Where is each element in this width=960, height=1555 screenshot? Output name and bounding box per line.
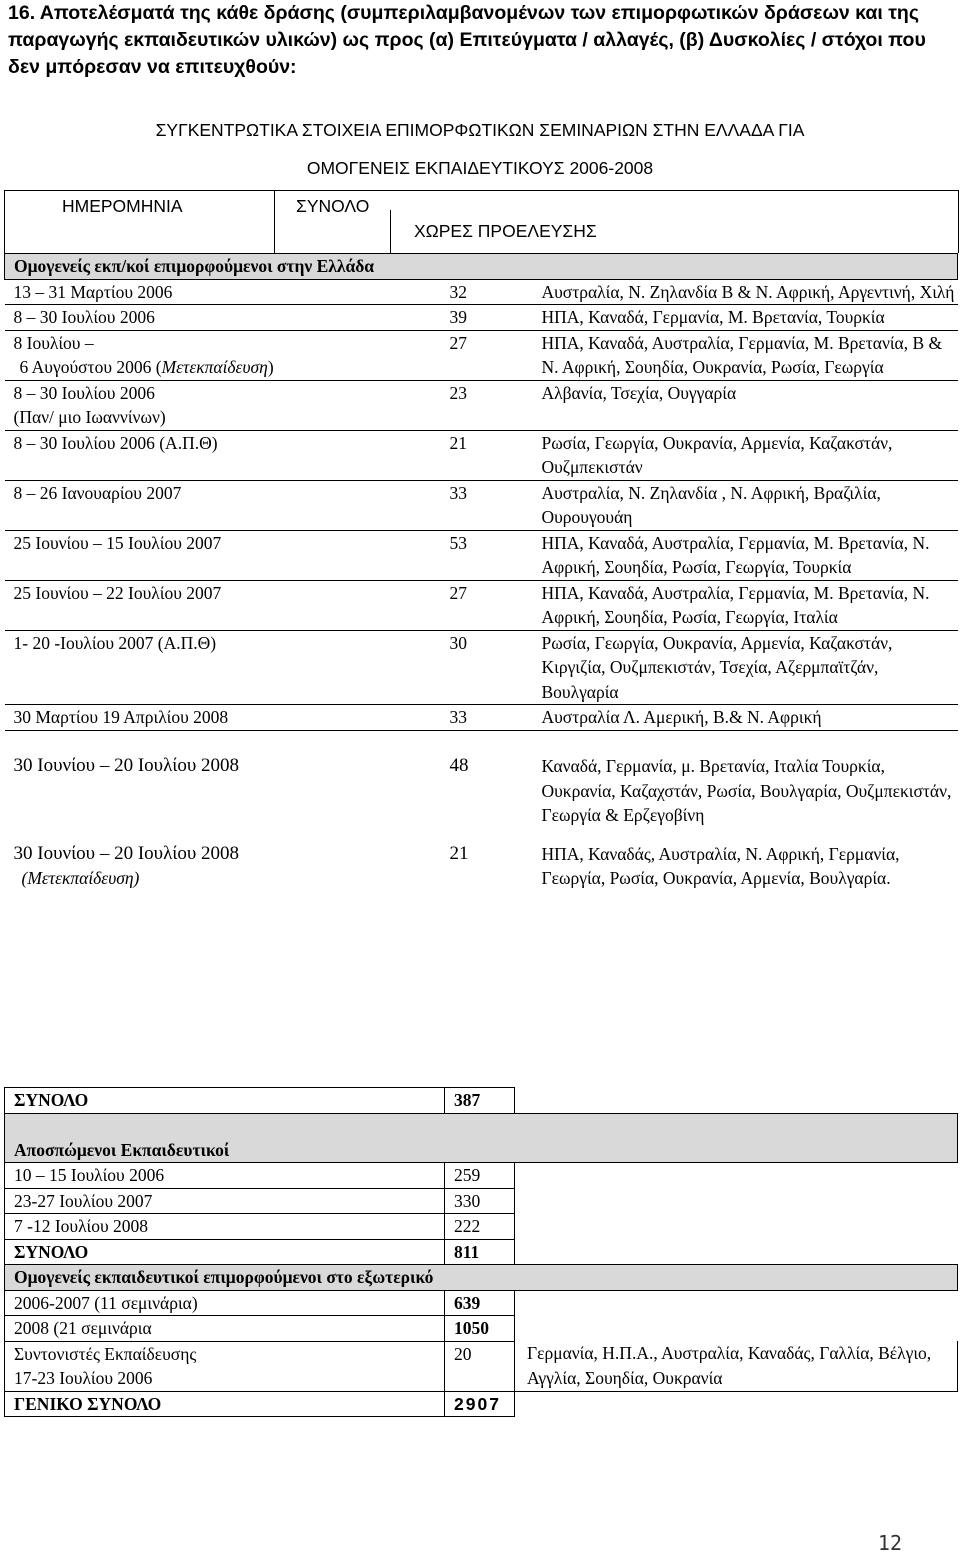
row-count: 30: [436, 630, 530, 705]
row-date: [5, 1341, 445, 1391]
row-date-line1: 8 – 30 Ιουλίου 2006: [13, 382, 155, 403]
row-count: 32: [436, 279, 530, 305]
grand-total-label: ΓΕΝΙΚΟ ΣΥΝΟΛΟ: [5, 1391, 445, 1417]
row-date-line2: [14, 355, 436, 380]
table-row: [5, 530, 958, 580]
page-number: 12: [877, 1531, 902, 1555]
row-date-line1: 30 Ιουνίου – 20 Ιουλίου 2008: [13, 842, 240, 864]
row-countries: ΗΠΑ, Καναδά, Αυστραλία, Γερμανία, Μ. Βρετανία, Ν. Αφρική, Σουηδία, Ρωσία, Γεωργία, Τουρκία: [530, 530, 958, 580]
total-row: [5, 1239, 958, 1265]
section-row: [5, 1113, 958, 1163]
table-row: [5, 754, 958, 828]
empty-cell: [515, 1239, 958, 1265]
row-date: [5, 330, 436, 380]
row-count: 39: [436, 305, 530, 331]
table-row: [5, 1163, 958, 1189]
table-row: [5, 842, 958, 891]
row-count: 23: [436, 380, 530, 430]
row-count: 20: [445, 1341, 515, 1391]
row-count: 330: [445, 1188, 515, 1214]
header-divider-2: [390, 210, 391, 253]
coordinators-date: 17-23 Ιουλίου 2006: [14, 1368, 153, 1388]
table-row: [5, 305, 958, 331]
table-row: [5, 630, 958, 705]
table-row: [5, 580, 958, 630]
row-date: 7 -12 Ιουλίου 2008: [5, 1214, 445, 1240]
table-row: [5, 1214, 958, 1240]
row-date: 8 – 30 Ιουλίου 2006: [5, 305, 436, 331]
row-count: 222: [445, 1214, 515, 1240]
section-title-seconded: Αποσπώμενοι Εκπαιδευτικοί: [5, 1113, 958, 1163]
row-countries: Γερμανία, Η.Π.Α., Αυστραλία, Καναδάς, Γαλλία, Βέλγιο, Αγγλία, Σουηδία, Ουκρανία: [515, 1341, 958, 1391]
table-row: [5, 1316, 958, 1342]
row-date: 30 Ιουνίου – 20 Ιουλίου 2008: [13, 755, 240, 776]
row-date-prefix: 6 Αυγούστου 2006 (: [19, 357, 162, 377]
row-date: 8 – 30 Ιουλίου 2006 (Α.Π.Θ): [5, 430, 436, 480]
row-note: Μετεκπαίδευση: [161, 357, 268, 377]
table-row: [5, 279, 958, 305]
section-title-greece: Ομογενείς εκπ/κοί επιμορφούμενοι στην Ελλάδα: [5, 254, 958, 280]
spacer: [5, 828, 958, 842]
total-label: ΣΥΝΟΛΟ: [5, 1239, 445, 1265]
row-date: 10 – 15 Ιουλίου 2006: [5, 1163, 445, 1189]
row-date: 2006-2007 (11 σεμινάρια): [5, 1290, 445, 1316]
row-count: 33: [436, 480, 530, 530]
empty-cell: [515, 1214, 958, 1240]
total-value: 387: [445, 1088, 515, 1114]
row-countries: Αυστραλία Λ. Αμερική, Β.& Ν. Αφρική: [541, 707, 822, 727]
grand-total-value: 2907: [445, 1391, 515, 1417]
empty-cell: [515, 1088, 958, 1114]
header-left-border: [4, 190, 5, 253]
row-countries: ΗΠΑ, Καναδά, Γερμανία, Μ. Βρετανία, Τουρκία: [530, 305, 958, 331]
row-countries: Ρωσία, Γεωργία, Ουκρανία, Αρμενία, Καζακστάν, Ουζμπεκιστάν: [530, 430, 958, 480]
table-title-line2: ΟΜΟΓΕΝΕΙΣ ΕΚΠΑΙΔΕΥΤΙΚΟΥΣ 2006-2008: [306, 158, 654, 178]
section-row: [5, 1265, 958, 1291]
empty-cell: [515, 1316, 958, 1342]
grand-total-row: [5, 1391, 958, 1417]
row-count: 21: [449, 842, 469, 864]
total-label: ΣΥΝΟΛΟ: [5, 1088, 445, 1114]
header-top-border: [4, 190, 958, 191]
row-date: 25 Ιουνίου – 15 Ιουλίου 2007: [5, 530, 436, 580]
row-count: 33: [449, 707, 467, 727]
empty-cell: [515, 1163, 958, 1189]
row-count: 1050: [445, 1316, 515, 1342]
row-date: 8 – 26 Ιανουαρίου 2007: [5, 480, 436, 530]
table-row: [5, 1341, 958, 1391]
row-date-line1: 8 Ιουλίου –: [13, 332, 94, 353]
totals-table: [4, 1087, 958, 1417]
row-count: 27: [436, 580, 530, 630]
row-count: 21: [436, 430, 530, 480]
table-row: [5, 1188, 958, 1214]
table-row: [5, 705, 958, 731]
row-date: 13 – 31 Μαρτίου 2006: [5, 279, 436, 305]
row-countries: Ρωσία, Γεωργία, Ουκρανία, Αρμενία, Καζακστάν, Κιργιζία, Ουζμπεκιστάν, Τσεχία, Αζερμπαϊτζάν, Βουλγαρία: [530, 630, 958, 705]
header-date: ΗΜΕΡΟΜΗΝΙΑ: [62, 196, 183, 216]
empty-cell: [515, 1391, 958, 1417]
row-date: 25 Ιουνίου – 22 Ιουλίου 2007: [5, 580, 436, 630]
row-date-suffix: ): [267, 357, 274, 377]
table-row: [5, 480, 958, 530]
row-note: (Μετεκπαίδευση): [21, 868, 140, 888]
row-count: 639: [445, 1290, 515, 1316]
row-date: 2008 (21 σεμινάρια: [5, 1316, 445, 1342]
row-count: 27: [436, 330, 530, 380]
table-row: [5, 330, 958, 380]
row-date: 23-27 Ιουλίου 2007: [5, 1188, 445, 1214]
table-row: [5, 1290, 958, 1316]
row-date: 1- 20 -Ιουλίου 2007 (Α.Π.Θ): [5, 630, 436, 705]
table-row: [5, 380, 958, 430]
seminars-table: [4, 253, 958, 891]
table-row: [5, 430, 958, 480]
row-date: [5, 380, 436, 430]
row-countries: ΗΠΑ, Καναδάς, Αυστραλία, Ν. Αφρική, Γερμανία, Γεωργία, Ρωσία, Ουκρανία, Αρμενία, Βουλγαρία.: [541, 843, 900, 888]
row-date: [5, 842, 436, 891]
spacer: [5, 730, 958, 754]
row-countries: Καναδά, Γερμανία, μ. Βρετανία, Ιταλία Τουρκία, Ουκρανία, Καζαχστάν, Ρωσία, Βουλγαρία, Ουζμπεκιστάν, Γεωργία & Ερζεγοβίνη: [541, 756, 952, 825]
total-value: 811: [445, 1239, 515, 1265]
coordinators-label: Συντονιστές Εκπαίδευσης: [14, 1343, 197, 1364]
table-title-line1: ΣΥΓΚΕΝΤΡΩΤΙΚΑ ΣΤΟΙΧΕΙΑ ΕΠΙΜΟΡΦΩΤΙΚΩΝ ΣΕΜΙΝΑΡΙΩΝ ΣΤΗΝ ΕΛΛΑΔΑ ΓΙΑ: [155, 120, 805, 140]
row-countries: ΗΠΑ, Καναδά, Αυστραλία, Γερμανία, Μ. Βρετανία, Β & Ν. Αφρική, Σουηδία, Ουκρανία, Ρωσία, Γεωργία: [530, 330, 958, 380]
header-right-border: [958, 190, 959, 253]
row-countries: Αυστραλία, Ν. Ζηλανδία Β & Ν. Αφρική, Αργεντινή, Χιλή: [530, 279, 958, 305]
row-countries: Αυστραλία, Ν. Ζηλανδία , Ν. Αφρική, Βραζιλία, Ουρουγουάη: [530, 480, 958, 530]
header-total: ΣΥΝΟΛΟ: [296, 196, 370, 216]
total-row: [5, 1088, 958, 1114]
row-count: 259: [445, 1163, 515, 1189]
header-countries: ΧΩΡΕΣ ΠΡΟΕΛΕΥΣΗΣ: [414, 221, 597, 241]
empty-cell: [515, 1290, 958, 1316]
row-count: 48: [449, 755, 469, 776]
section-heading: 16. Αποτελέσματά της κάθε δράσης (συμπεριλαμβανομένων των επιμορφωτικών δράσεων και της παραγωγής εκπαιδευτικών υλικών) ως προς (α) Επιτεύγματα / αλλαγές, (β) Δυσκολίες / στόχοι που δεν μπόρεσαν να επιτευχθούν:: [8, 2, 926, 78]
section-title-abroad: Ομογενείς εκπαιδευτικοί επιμορφούμενοι στο εξωτερικό: [5, 1265, 958, 1291]
row-date-line2: (Παν/ μιο Ιωαννίνων): [13, 407, 166, 427]
row-count: 53: [436, 530, 530, 580]
row-date: 30 Μαρτίου 19 Απριλίου 2008: [13, 707, 229, 727]
header-divider-1: [274, 190, 275, 253]
empty-cell: [515, 1188, 958, 1214]
row-countries: Αλβανία, Τσεχία, Ουγγαρία: [530, 380, 958, 430]
row-countries: ΗΠΑ, Καναδά, Αυστραλία, Γερμανία, Μ. Βρετανία, Ν. Αφρική, Σουηδία, Ρωσία, Γεωργία, Ιταλία: [530, 580, 958, 630]
